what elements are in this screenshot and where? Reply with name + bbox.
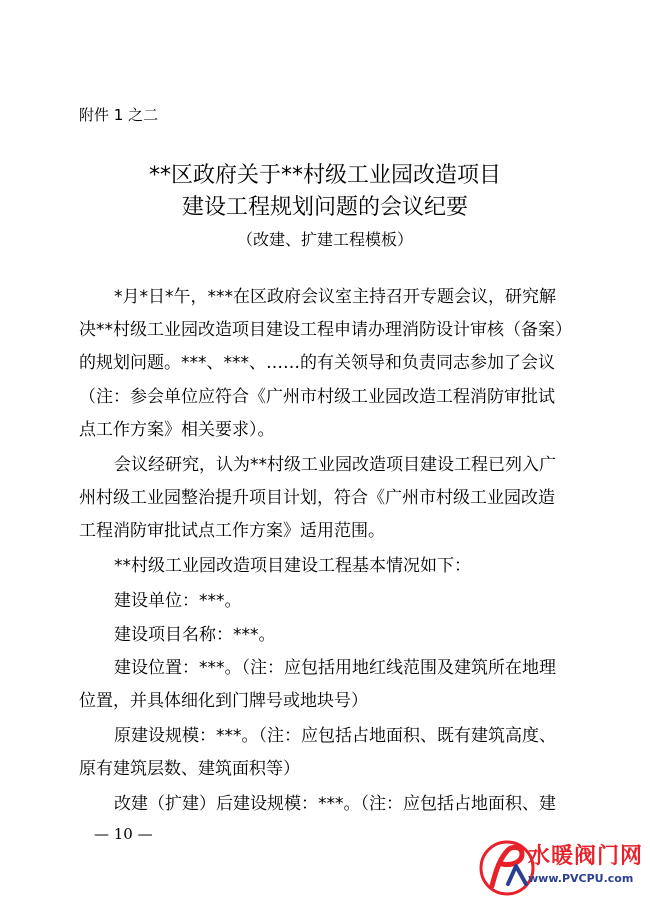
document-subtitle: （改建、扩建工程模板） [236,230,413,249]
watermark-text [528,842,646,906]
body-line: 工程消防审批试点工作方案》适用范围。 [79,521,385,541]
body-line: **村级工业园改造项目建设工程基本情况如下： [114,556,471,576]
body-line: 的规划问题。***、***、……的有关领导和负责同志参加了会议 [79,353,555,373]
watermark [478,836,646,908]
body-line: 决**村级工业园改造项目建设工程申请办理消防设计审核（备案） [79,320,572,340]
body-line: 建设单位：***。 [114,591,242,611]
document-title-line-2: 建设工程规划问题的会议纪要 [181,195,468,220]
body-line: 位置，并具体细化到门牌号或地块号） [79,691,368,711]
body-line: 原建设规模：***。（注：应包括占地面积、既有建筑高度、 [114,726,556,746]
body-line: 改建（扩建）后建设规模：***。（注：应包括占地面积、建 [114,794,556,814]
document-title-line-1: **区政府关于**村级工业园改造项目 [148,163,501,188]
attachment-label: 附件 1 之二 [79,106,159,124]
body-line: 建设项目名称：***。 [114,625,276,645]
body-line: 原有建筑层数、建筑面积等） [79,759,300,779]
watermark-url: www.PVCPU.com [528,872,634,885]
body-line: 建设位置：***。（注：应包括用地红线范围及建筑所在地理 [114,658,556,678]
watermark-site-name: 水暖阀门网 [528,844,644,869]
body-line: 点工作方案》相关要求）。 [79,420,275,440]
body-line: （注：参会单位应符合《广州市村级工业园改造工程消防审批试 [79,387,555,407]
body-line: 州村级工业园整治提升项目计划，符合《广州市村级工业园改造 [79,488,555,508]
body-line: *月*日*午，***在区政府会议室主持召开专题会议，研究解 [114,287,556,307]
body-line: 会议经研究，认为**村级工业园改造项目建设工程已列入广 [114,455,556,475]
page-number: — 10 — [94,825,153,843]
